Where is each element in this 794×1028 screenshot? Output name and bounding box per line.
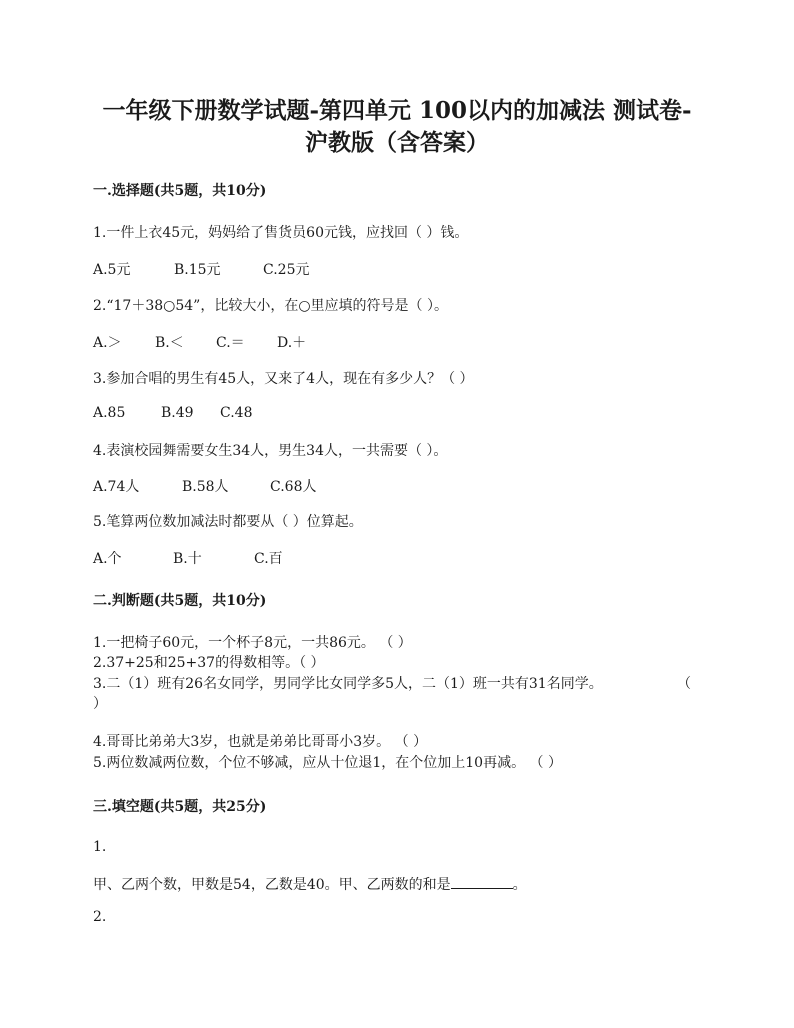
option-c: C.48 xyxy=(220,405,253,421)
judgment-item-1: 1.一把椅子60元，一个杯子8元，一共86元。 （ ） xyxy=(93,635,412,651)
document-title-line-1: 一年级下册数学试题-第四单元 100以内的加减法 测试卷- xyxy=(102,97,692,124)
option-c: C.＝ xyxy=(216,335,245,351)
question-3: 3.参加合唱的男生有45人，又来了4人，现在有多少人？（ ） xyxy=(93,371,474,387)
option-c: C.68人 xyxy=(270,479,317,495)
question-5: 5.笔算两位数加减法时都要从（ ）位算起。 xyxy=(93,514,363,530)
question-1: 1.一件上衣45元，妈妈给了售货员60元钱，应找回（ ）钱。 xyxy=(93,225,469,241)
question-3-options xyxy=(93,405,252,421)
option-b: B.58人 xyxy=(182,479,229,495)
judgment-item-3: 3.二（1）班有26名女同学，男同学比女同学多5人，二（1）班一共有31名同学。 xyxy=(93,676,603,692)
option-d: D.＋ xyxy=(277,335,307,351)
question-2: 2.“17＋38○54”，比较大小，在○里应填的符号是（ ）。 xyxy=(93,298,448,314)
section-heading-true-false: 二.判断题(共5题，共10分) xyxy=(93,593,267,609)
option-c: C.百 xyxy=(254,551,283,567)
judgment-item-2: 2.37+25和25+37的得数相等。（ ） xyxy=(93,655,325,671)
option-b: B.＜ xyxy=(155,335,184,351)
fill-question-1-text: 甲、乙两个数，甲数是54，乙数是40。甲、乙两数的和是 xyxy=(93,877,451,893)
option-b: B.15元 xyxy=(174,262,221,278)
judgment-item-5: 5.两位数减两位数，个位不够减，应从十位退1，在个位加上10再减。 （ ） xyxy=(93,755,562,771)
fill-question-2-number: 2. xyxy=(93,909,107,925)
option-c: C.25元 xyxy=(263,262,310,278)
document-title-line-2: 沪教版（含答案） xyxy=(305,129,489,156)
question-2-options xyxy=(93,332,306,352)
option-b: B.49 xyxy=(161,405,194,421)
judgment-item-3-paren-open: （ xyxy=(677,676,691,692)
option-b: B.十 xyxy=(173,551,202,567)
question-1-options xyxy=(93,259,309,279)
judgment-item-4: 4.哥哥比弟弟大3岁，也就是弟弟比哥哥小3岁。 （ ） xyxy=(93,734,428,750)
question-5-options xyxy=(93,548,283,568)
section-heading-choice: 一.选择题(共5题，共10分) xyxy=(93,183,267,199)
option-a: A.＞ xyxy=(93,335,122,351)
fill-question-1-number: 1. xyxy=(93,839,107,855)
fill-question-1 xyxy=(93,874,527,894)
option-a: A.74人 xyxy=(93,479,140,495)
question-4: 4.表演校园舞需要女生34人，男生34人，一共需要（ ）。 xyxy=(93,443,448,459)
question-4-options xyxy=(93,476,316,496)
judgment-item-3-paren-close: ） xyxy=(93,696,107,712)
option-a: A.个 xyxy=(93,551,122,567)
section-heading-fill-in: 三.填空题(共5题，共25分) xyxy=(93,799,267,815)
option-a: A.85 xyxy=(93,405,126,421)
fill-question-1-end: 。 xyxy=(512,877,527,893)
answer-blank[interactable] xyxy=(451,874,513,889)
option-a: A.5元 xyxy=(93,262,131,278)
